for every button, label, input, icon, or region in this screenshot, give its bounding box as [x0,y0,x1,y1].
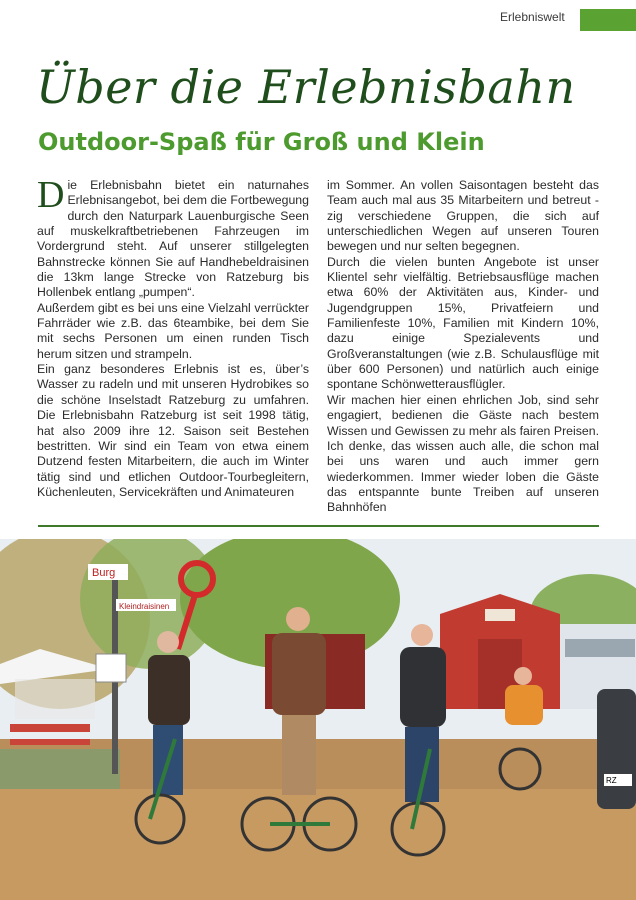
article-photo [0,539,636,900]
article-body [37,174,599,515]
article-title: Über die Erlebnisbahn [36,60,576,114]
paragraph: Wir machen hier einen ehrlichen Job, sind sehr engagiert, bedienen die Gäste nach bestem Wissen und Gewissen zu mehr als fairen Preisen. Ich denke, das wissen auch alle, die schon mal bei uns waren und auch immer gern wiederkommen. Immer wieder loben die Gäste das entspannte bunte Treiben auf unseren Bahnhöfen [327,392,599,515]
paragraph: Außerdem gibt es bei uns eine Vielzahl verrückter Fahrräder wie z.B. das 6teambike, bei dem Sie mit sechs Personen um einen runden Tisch herum sitzen und strampeln. [37,300,309,361]
article-subtitle: Outdoor-Spaß für Groß und Klein [38,128,485,156]
divider-rule [38,525,599,527]
drop-cap: D [37,174,65,216]
sign-text: Kleindraisinen [119,602,170,611]
sign-text: Burg [92,567,116,579]
cyclists-scene [0,539,636,900]
paragraph: im Sommer. An vollen Saisontagen besteht das Team auch mal aus 35 Mitarbeitern und betreut -zig verschiedene Gruppen, die sich auf unterschiedlichen Wegen auf unseren Touren bewegen und nur selten begegnen. [327,178,599,254]
text-column-left [37,174,309,508]
section-color-tab [580,9,636,31]
section-label: Erlebniswelt [500,10,565,24]
text-column-right [327,178,599,515]
license-plate: RZ [606,776,617,785]
paragraph: Durch die vielen bunten Angebote ist unser Klientel sehr vielfältig. Betriebsausflüge machen etwa 60% der Aktivitäten aus, Kinder- und Jugendgruppen 15%, Privatfeiern und Familienfeste 10%, Familien mit Kindern 10%, dazu einige Spezialevents und Großveranstaltungen (wie z.B. Schulausflüge mit über 600 Personen) und natürlich auch einige spontane Schönwetterausflügler. [327,254,599,392]
paragraph: Die Erlebnisbahn bietet ein naturnahes Erlebnisangebot, bei dem die Fortbewegung durch den Naturpark Lauenburgische Seen auf muskelkraftbetriebenen Fahrzeugen im Vordergrund steht. Auf unserer stillgelegten Bahnstrecke können Sie auf Handhebeldraisinen die 13km lange Strecke von Ratzeburg bis Hollenbek entlang „pumpen“. [37,174,309,300]
paragraph: Ein ganz besonderes Erlebnis ist es, über’s Wasser zu radeln und mit unseren Hydrobikes so die schöne Inselstadt Ratzeburg zu umfahren. Die Erlebnisbahn Ratzeburg ist seit 1998 tätig, hat also 2009 ihre 12. Saison seit Bestehen bestritten. Wir sind ein Team von etwa einem Dutzend festen Mitarbeitern, die auch im Winter tätig sind und etlichen Outdoor-Tourbegleitern, Küchenleuten, Servicekräften und Animateuren [37,362,309,499]
